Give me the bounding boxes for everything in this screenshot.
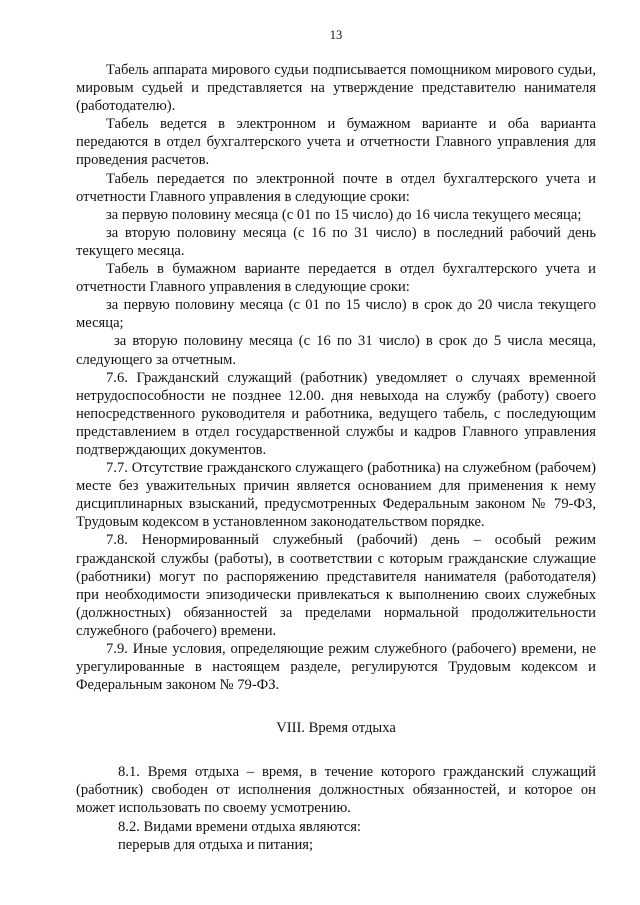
paragraph-7-9: 7.9. Иные условия, определяющие режим служебного (рабочего) времени, не урегулированные в настоящем разделе, регулируются Трудовым кодексом и Федеральным законом № 79-ФЗ.	[76, 641, 596, 694]
page-number: 13	[329, 28, 343, 42]
list-item-paper-first-half: за первую половину месяца (с 01 по 15 число) в срок до 20 числа текущего месяца;	[76, 297, 596, 332]
paragraph-7-7: 7.7. Отсутствие гражданского служащего (работника) на служебном (рабочем) месте без уважительных причин является основанием для применения к нему дисциплинарных взысканий, предусмотренных Федеральным законом № 79-ФЗ, Трудовым кодексом в установленном законодательством порядке.	[76, 460, 596, 531]
list-item-electronic-second-half: за вторую половину месяца (с 16 по 31 число) в последний рабочий день текущего месяца.	[76, 224, 596, 259]
paragraph-8-2: 8.2. Видами времени отдыха являются:	[118, 818, 361, 835]
section-heading: VIII. Время отдыха	[276, 720, 396, 737]
paragraph-timesheet-formats: Табель ведется в электронном и бумажном варианте и оба варианта передаются в отдел бухгалтерского учета и отчетности Главного управления для проведения расчетов.	[76, 116, 596, 169]
list-item-meal-break: перерыв для отдыха и питания;	[118, 836, 314, 853]
paragraph-8-1: 8.1. Время отдыха – время, в течение которого гражданский служащий (работник) свободен от исполнения должностных обязанностей, и которое он может использовать по своему усмотрению.	[76, 764, 596, 817]
paragraph-7-8: 7.8. Ненормированный служебный (рабочий) день – особый режим гражданской службы (работы), в соответствии с которым гражданские служащие (работники) могут по распоряжению представителя нанимателя (работодателя) при необходимости эпизодически привлекаться к выполнению своих служебных (должностных) обязанностей за пределами нормальной продолжительности служебного (рабочего) времени.	[76, 532, 596, 639]
list-item-paper-second-half: за вторую половину месяца (с 16 по 31 число) в срок до 5 числа месяца, следующего за отчетным.	[76, 333, 596, 368]
paragraph-7-6: 7.6. Гражданский служащий (работник) уведомляет о случаях временной нетрудоспособности не позднее 12.00. дня невыхода на службу (работу) своего непосредственного руководителя и работника, ведущего табель, с последующим представлением в отдел государственной службы и кадров Главного управления подтверждающих документов.	[76, 369, 596, 458]
paragraph-timesheet-signing: Табель аппарата мирового судьи подписывается помощником мирового судьи, мировым судьей и представляется на утверждение представителю нанимателя (работодателю).	[76, 62, 596, 115]
paragraph-electronic-deadlines: Табель передается по электронной почте в отдел бухгалтерского учета и отчетности Главного управления в следующие сроки:	[76, 170, 596, 205]
list-item-electronic-first-half: за первую половину месяца (с 01 по 15 число) до 16 числа текущего месяца;	[106, 206, 582, 223]
paragraph-paper-deadlines: Табель в бумажном варианте передается в отдел бухгалтерского учета и отчетности Главного управления в следующие сроки:	[76, 261, 596, 296]
